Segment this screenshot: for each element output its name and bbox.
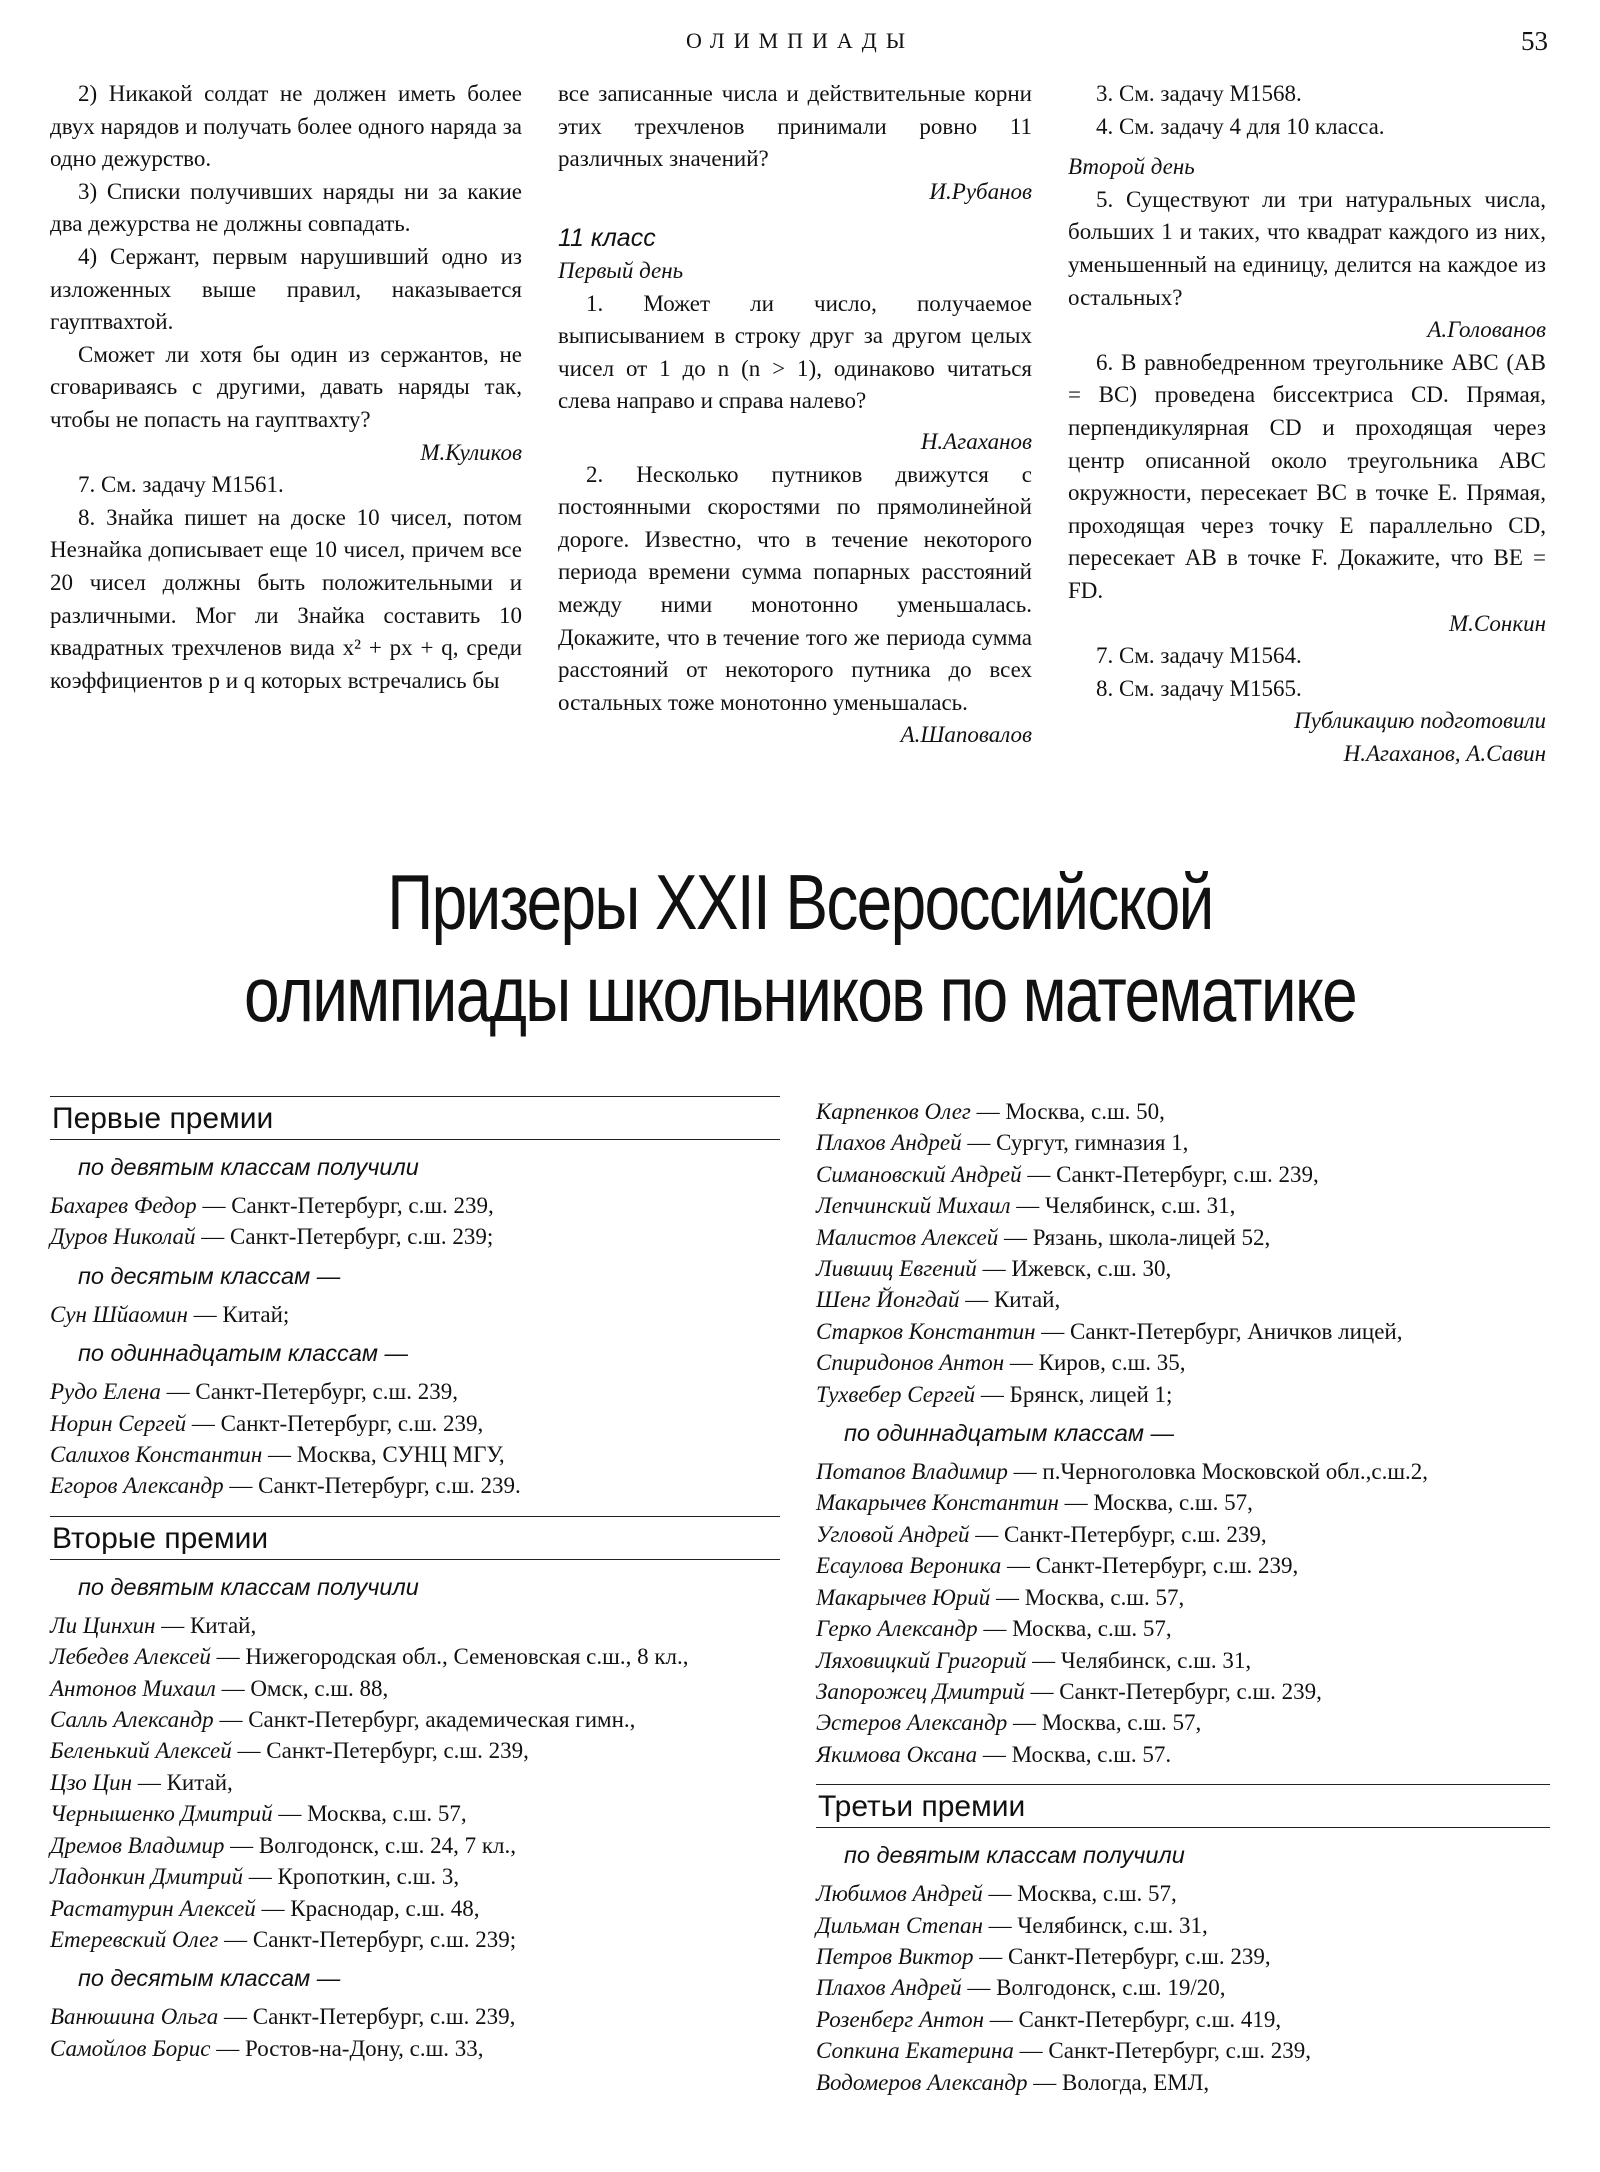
article-title [144,856,1456,1040]
list-item [50,1610,780,1641]
prize-winner-name: Симановский Андрей [816,1161,1022,1187]
list-item [50,1830,780,1861]
paragraph: 8. Знайка пишет на доске 10 чисел, потом Незнайка дописывает еще 10 чисел, причем все 20 чисел должны быть положительными и различными. Мог ли Знайка составить 10 квадратных трехчленов вида x² + px + q, среди коэффициентов p и q которых встречались бы [50,504,522,693]
text-column-2 [558,78,1032,752]
prize-winner-name: Потапов Владимир [816,1459,1008,1485]
list-item [816,1613,1550,1644]
list-item [50,1221,780,1252]
prize-winner-name: Лившиц Евгений [816,1256,977,1282]
list-item [816,1878,1550,1909]
group-heading: по десятым классам — [78,1262,341,1289]
group-heading: по девятым классам получили [78,1154,419,1180]
prize-winner-place: — Москва, СУНЦ МГУ, [262,1442,505,1468]
prize-winner-place: — Китай, [959,1287,1061,1313]
list-item [816,1379,1550,1410]
paragraph: Публикацию подготовили [1294,708,1546,734]
prize-winner-name: Розенберг Антон [816,2006,984,2032]
list-item [50,1893,780,1924]
prize-winner-place: — Москва, с.ш. 50, [970,1099,1165,1124]
spacer [50,1502,780,1516]
prize-winner-name: Старков Константин [816,1318,1036,1344]
group-heading: по девятым классам получили [78,1573,419,1600]
prize-winner-place: — Волгодонск, с.ш. 24, 7 кл., [224,1832,517,1858]
prize-winner-name: Антонов Михаил [50,1675,216,1701]
prize-winner-place: — Санкт-Петербург, с.ш. 239, [1013,2038,1311,2064]
list-item [816,1253,1550,1284]
prize-winner-name: Макарычев Юрий [816,1584,991,1610]
prize-winner-place: — Москва, с.ш. 57, [977,1616,1172,1642]
prize-winner-name: Бахарев Федор [50,1193,197,1218]
paragraph: 7. См. задачу М1561. [78,472,284,498]
paragraph: 3) Списки получивших наряды ни за какие два дежурства не должны совпадать. [50,178,522,237]
prize-winner-place: — Челябинск, с.ш. 31, [982,1912,1208,1938]
prize-winner-name: Плахов Андрей [816,1130,962,1156]
prize-winner-name: Макарычев Константин [816,1490,1059,1516]
prize-winner-name: Герко Александр [816,1616,978,1642]
prize-winner-name: Сун Шйаомин [50,1301,188,1327]
paragraph: 7. См. задачу М1564. [1096,643,1302,669]
prize-winner-name: Якимова Оксана [816,1741,978,1767]
prize-winner-name: Лебедев Алексей [50,1644,211,1670]
prize-winner-place: — Санкт-Петербург, с.ш. 239, [196,1193,494,1218]
list-item [50,1798,780,1829]
prize-winner-name: Рудо Елена [50,1379,161,1405]
list-item [816,1159,1550,1190]
paragraph: 5. Существуют ли три натуральных числа, больших 1 и таких, что квадрат каждого из них, уменьшенный на единицу, делится на каждое из остальных? [1068,186,1546,310]
prize-winner-name: Любимов Андрей [816,1881,983,1907]
list-item [50,1767,780,1798]
prize-winner-name: Салль Александр [50,1707,214,1733]
running-header: ОЛИМПИАДЫ [685,28,915,53]
list-item [816,2067,1550,2098]
prize-winner-place: — Санкт-Петербург, с.ш. 239, [218,2004,516,2030]
prize-list-right [816,1096,1550,2098]
paragraph: Сможет ли хотя бы один из сержантов, не сговариваясь с другими, давать наряды так, чтобы не попасть на гауптвахту? [50,341,522,432]
prize-winner-place: — Санкт-Петербург, с.ш. 239; [218,1926,517,1952]
prize-winner-place: — Ижевск, с.ш. 30, [976,1256,1172,1282]
prize-winner-place: — Москва, с.ш. 57, [990,1584,1185,1610]
list-item [50,1861,780,1892]
text-column-3 [1068,78,1546,770]
list-item [816,1096,1550,1127]
prize-winner-place: — Китай, [155,1612,257,1638]
prize-winner-place: — Москва, с.ш. 57, [272,1801,467,1827]
prize-winner-place: — Москва, с.ш. 57, [1007,1710,1202,1736]
list-item [50,1735,780,1766]
prize-winner-place: — Санкт-Петербург, с.ш. 239. [223,1473,521,1499]
prize-winner-name: Есаулова Вероника [816,1553,1002,1579]
list-item [816,1519,1550,1550]
prize-winner-place: — Кропоткин, с.ш. 3, [242,1864,460,1890]
prize-winner-name: Малистов Алексей [816,1224,999,1250]
prize-winner-name: Ляховицкий Григорий [816,1647,1027,1673]
list-item [50,1408,780,1439]
paragraph: А.Голованов [1427,317,1546,343]
list-item [816,2004,1550,2035]
list-item [816,1645,1550,1676]
prize-winner-name: Петров Виктор [816,1943,974,1969]
list-item [816,1739,1550,1770]
spacer [816,1770,1550,1784]
list-item [50,1924,780,1955]
prize-winner-place: — Санкт-Петербург, Аничков лицей, [1035,1318,1403,1344]
list-item [816,1941,1550,1972]
list-item [816,1222,1550,1253]
list-item [816,1910,1550,1941]
prize-winner-name: Карпенков Олег [816,1099,971,1124]
prize-winner-place: — Волгодонск, с.ш. 19/20, [961,1975,1226,2001]
prize-winner-place: — Санкт-Петербург, с.ш. 239, [186,1410,484,1436]
list-item [50,1641,780,1672]
prize-winner-name: Плахов Андрей [816,1975,962,2001]
list-item [816,1127,1550,1158]
prize-winner-place: — Санкт-Петербург, с.ш. 239; [195,1224,494,1250]
list-item [50,1190,780,1221]
group-heading: по одиннадцатым классам — [78,1340,408,1367]
prize-winner-name: Запорожец Дмитрий [816,1678,1025,1704]
prize-winner-place: — п.Черноголовка Московской обл.,с.ш.2, [1007,1459,1429,1485]
list-item [50,1673,780,1704]
section-heading: Первые премии [50,1096,780,1140]
paragraph: Н.Агаханов, А.Савин [1343,740,1546,766]
prize-winner-name: Растатурин Алексей [50,1895,256,1921]
prize-winner-place: — Краснодар, с.ш. 48, [255,1895,480,1921]
list-item [816,1284,1550,1315]
list-item [816,1190,1550,1221]
group-heading: по одиннадцатым классам — [844,1420,1174,1447]
list-item [816,1550,1550,1581]
prize-winner-name: Водомеров Александр [816,2069,1028,2095]
prize-winner-place: — Нижегородская обл., Семеновская с.ш., 8 кл., [210,1644,689,1670]
prize-winner-place: — Санкт-Петербург, с.ш. 419, [984,2006,1282,2032]
prize-winner-name: Дремов Владимир [50,1832,225,1858]
prize-winner-place: — Китай, [132,1769,233,1795]
list-item [816,1456,1550,1487]
prize-winner-place: — Москва, с.ш. 57. [977,1741,1172,1767]
text-column-1 [50,78,522,697]
list-item [50,1470,780,1501]
prize-winner-place: — Ростов-на-Дону, с.ш. 33, [210,2035,484,2061]
list-item [816,1347,1550,1378]
prize-winner-place: — Китай; [187,1301,290,1327]
prize-winner-name: Ладонкин Дмитрий [50,1864,243,1890]
list-item [50,1704,780,1735]
section-heading: Третьи премии [816,1784,1550,1828]
prize-winner-place: — Челябинск, с.ш. 31, [1026,1647,1252,1673]
prize-winner-place: — Челябинск, с.ш. 31, [1010,1193,1236,1219]
prize-winner-name: Ванюшина Ольга [50,2004,219,2030]
prize-winner-place: — Санкт-Петербург, с.ш. 239, [973,1943,1271,1969]
list-item [816,1316,1550,1347]
prize-winner-name: Егоров Александр [50,1473,224,1499]
list-item [816,1487,1550,1518]
paragraph: 2) Никакой солдат не должен иметь более двух нарядов и получать более одного наряда за одно дежурство. [50,81,522,172]
paragraph: Второй день [1068,154,1195,180]
prize-winner-place: — Санкт-Петербург, с.ш. 239, [1021,1161,1319,1187]
prize-winner-name: Норин Сергей [50,1410,187,1436]
prize-winner-place: — Санкт-Петербург, с.ш. 239, [160,1379,458,1405]
paragraph: все записанные числа и действительные корни этих трехчленов принимали ровно 11 различных значений? [558,81,1032,172]
article-title-line-1: Призеры XXII Всероссийской [387,858,1213,946]
prize-winner-name: Етеревский Олег [50,1926,219,1952]
prize-winner-name: Дильман Степан [816,1912,983,1938]
group-heading: по девятым классам получили [844,1842,1185,1869]
prize-list-left [50,1096,780,2064]
prize-winner-name: Ли Цинхин [50,1612,156,1638]
list-item [50,1439,780,1470]
prize-winner-place: — Брянск, лицей 1; [975,1381,1173,1407]
paragraph: И.Рубанов [929,178,1032,204]
paragraph: Н.Агаханов [920,428,1032,454]
prize-winner-name: Чернышенко Дмитрий [50,1801,273,1827]
prize-winner-name: Лепчинский Михаил [816,1193,1011,1219]
prize-winner-name: Дуров Николай [50,1224,196,1250]
prize-winner-name: Тухвебер Сергей [816,1381,976,1407]
prize-winner-place: — Санкт-Петербург, с.ш. 239, [969,1521,1267,1547]
prize-winner-place: — Вологда, ЕМЛ, [1027,2069,1210,2095]
prize-winner-name: Салихов Константин [50,1442,263,1468]
prize-winner-name: Самойлов Борис [50,2035,211,2061]
prize-winner-place: — Киров, с.ш. 35, [1004,1350,1186,1376]
list-item [50,2033,780,2064]
paragraph: 11 класс [558,224,656,253]
paragraph: 3. См. задачу М1568. [1096,81,1302,106]
list-item [50,2001,780,2032]
prize-winner-place: — Санкт-Петербург, с.ш. 239, [231,1738,529,1764]
prize-winner-place: — Рязань, школа-лицей 52, [998,1224,1271,1250]
list-item [816,2035,1550,2066]
paragraph: 4. См. задачу 4 для 10 класса. [1096,113,1385,139]
prize-winner-place: — Санкт-Петербург, академическая гимн., [213,1707,636,1733]
list-item [50,1299,780,1330]
prize-winner-place: — Сургут, гимназия 1, [961,1130,1189,1156]
prize-winner-name: Угловой Андрей [816,1521,970,1547]
section-heading: Вторые премии [50,1516,780,1560]
paragraph: 8. См. задачу М1565. [1096,675,1302,701]
paragraph: 4) Сержант, первым нарушивший одно из изложенных выше правил, наказывается гауптвахтой. [50,243,522,335]
page-number: 53 [1521,26,1548,56]
article-title-line-2: олимпиады школьников по математике [243,950,1356,1038]
list-item [816,1676,1550,1707]
prize-winner-place: — Санкт-Петербург, с.ш. 239, [1024,1678,1322,1704]
paragraph: А.Шаповалов [900,722,1032,748]
list-item [816,1582,1550,1613]
paragraph: М.Сонкин [1449,610,1546,636]
prize-winner-name: Шенг Йонгдай [816,1287,960,1313]
prize-winner-place: — Москва, с.ш. 57, [1058,1490,1253,1516]
prize-winner-name: Беленький Алексей [50,1738,232,1764]
list-item [50,1376,780,1407]
group-heading: по десятым классам — [78,1965,341,1992]
paragraph: М.Куликов [420,439,522,465]
prize-winner-name: Сопкина Екатерина [816,2038,1014,2064]
prize-winner-name: Эстеров Александр [816,1710,1008,1736]
paragraph: 1. Может ли число, получаемое выписыванием в строку друг за другом целых чисел от 1 до n (n > 1), одинаково читаться слева направо и справа налево? [558,290,1032,414]
list-item [816,1972,1550,2003]
paragraph: 6. В равнобедренном треугольнике ABC (AB = BC) проведена биссектриса CD. Прямая, перпендикулярная CD и проходящая через центр описанной около треугольника ABC окружности, пересекает BC в точке E. Прямая, проходящая через точку E параллельно CD, пересекает AB в точке F. Докажите, что BE = FD. [1068,349,1546,603]
list-item [816,1707,1550,1738]
paragraph: 2. Несколько путников движутся с постоянными скоростями по прямолинейной дороге. Известно, что в течение некоторого периода времени сумма попарных расстояний между ними монотонно уменьшалась. Докажите, что в течение того же периода сумма расстояний от некоторого путника до всех остальных тоже монотонно уменьшалась. [558,461,1032,715]
prize-winner-name: Цзо Цин [50,1769,133,1795]
prize-winner-place: — Санкт-Петербург, с.ш. 239, [1001,1553,1299,1579]
prize-winner-place: — Москва, с.ш. 57, [982,1881,1177,1907]
paragraph: Первый день [558,257,684,283]
prize-winner-name: Спиридонов Антон [816,1350,1005,1376]
prize-winner-place: — Омск, с.ш. 88, [215,1675,389,1701]
